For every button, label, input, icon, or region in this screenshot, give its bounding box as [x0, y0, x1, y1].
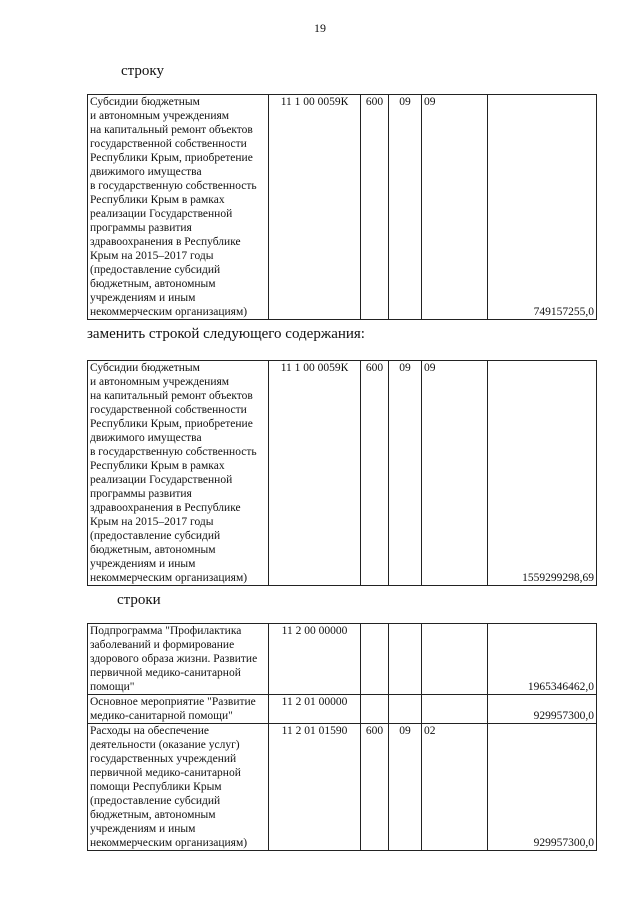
cell-name: Основное мероприятие "Развитие медико-санитарной помощи" [88, 695, 269, 724]
cell-code: 11 1 00 0059К [269, 95, 361, 320]
heading-rows: строки [117, 592, 161, 608]
table-body [88, 95, 597, 320]
cell-name: Субсидии бюджетным и автономным учреждениям на капитальный ремонт объектов государственной собственности Республики Крым, приобретение движимого имущества в государственную собственность Республики Крым в рамках реализации Государственной программы развития здравоохранения в Республике Крым на 2015–2017 годы (предоставление субсидий бюджетным, автономным учреждениям и иным некоммерческим организациям) [88, 361, 269, 586]
cell-rz: 09 [389, 95, 422, 320]
heading-replace: заменить строкой следующего содержания: [87, 326, 365, 342]
table-rows [87, 623, 597, 851]
cell-vr: 600 [361, 95, 389, 320]
cell-rz: 09 [389, 724, 422, 851]
cell-rz [389, 695, 422, 724]
table-row [88, 695, 597, 724]
cell-sum: 929957300,0 [488, 724, 597, 851]
cell-name: Расходы на обеспечение деятельности (оказание услуг) государственных учреждений первичной медико-санитарной помощи Республики Крым (предоставление субсидий бюджетным, автономным учреждениям и иным некоммерческим организациям) [88, 724, 269, 851]
page-number: 19 [314, 21, 326, 35]
cell-sum: 1559299298,69 [488, 361, 597, 586]
cell-sum: 1965346462,0 [488, 624, 597, 695]
cell-code: 11 1 00 0059К [269, 361, 361, 586]
table-new-row [87, 360, 597, 586]
cell-pr: 02 [422, 724, 488, 851]
table-row [88, 624, 597, 695]
cell-code: 11 2 00 00000 [269, 624, 361, 695]
table-body [88, 624, 597, 851]
cell-rz [389, 624, 422, 695]
cell-vr: 600 [361, 724, 389, 851]
cell-rz: 09 [389, 361, 422, 586]
cell-vr [361, 624, 389, 695]
cell-sum: 929957300,0 [488, 695, 597, 724]
heading-old-row: строку [121, 63, 164, 79]
cell-pr [422, 695, 488, 724]
cell-sum: 749157255,0 [488, 95, 597, 320]
table-row [88, 95, 597, 320]
cell-vr: 600 [361, 361, 389, 586]
table-row [88, 724, 597, 851]
cell-pr: 09 [422, 95, 488, 320]
cell-pr [422, 624, 488, 695]
cell-name: Подпрограмма "Профилактика заболеваний и формирование здорового образа жизни. Развитие первичной медико-санитарной помощи" [88, 624, 269, 695]
cell-name: Субсидии бюджетным и автономным учреждениям на капитальный ремонт объектов государственной собственности Республики Крым, приобретение движимого имущества в государственную собственность Республики Крым в рамках реализации Государственной программы развития здравоохранения в Республике Крым на 2015–2017 годы (предоставление субсидий бюджетным, автономным учреждениям и иным некоммерческим организациям) [88, 95, 269, 320]
cell-pr: 09 [422, 361, 488, 586]
cell-code: 11 2 01 00000 [269, 695, 361, 724]
table-row [88, 361, 597, 586]
cell-vr [361, 695, 389, 724]
table-body [88, 361, 597, 586]
cell-code: 11 2 01 01590 [269, 724, 361, 851]
table-old-row [87, 94, 597, 320]
